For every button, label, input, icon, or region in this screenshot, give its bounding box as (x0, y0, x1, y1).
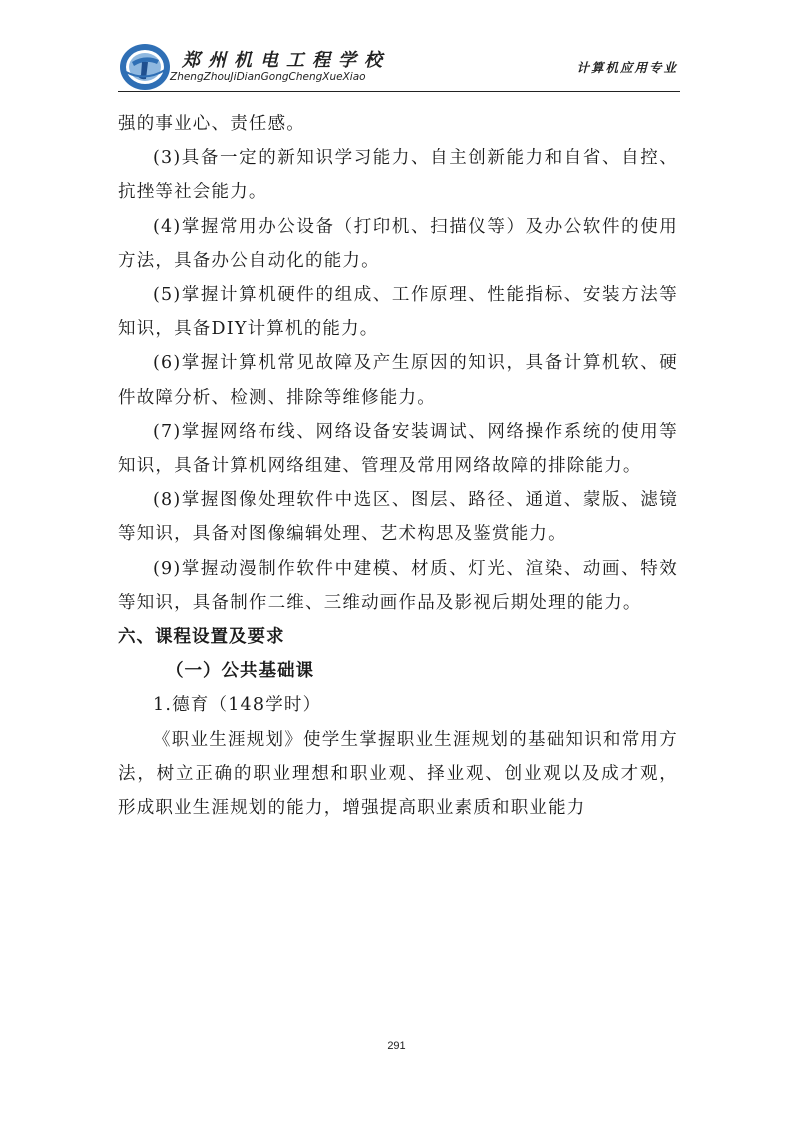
paragraph: (8)掌握图像处理软件中选区、图层、路径、通道、蒙版、滤镜等知识，具备对图像编辑处理、艺术构思及鉴赏能力。 (118, 490, 678, 545)
paragraph: 《职业生涯规划》使学生掌握职业生涯规划的基础知识和常用方法，树立正确的职业理想和职业观、择业观、创业观以及成才观，形成职业生涯规划的能力，增强提高职业素质和职业能力 (118, 729, 678, 819)
paragraph: (6)掌握计算机常见故障及产生原因的知识，具备计算机软、硬件故障分析、检测、排除等维修能力。 (118, 353, 678, 408)
paragraph: (3)具备一定的新知识学习能力、自主创新能力和自省、自控、抗挫等社会能力。 (118, 148, 678, 203)
page-header (118, 40, 678, 96)
document-body (118, 107, 678, 825)
paragraph: (7)掌握网络布线、网络设备安装调试、网络操作系统的使用等知识，具备计算机网络组建、管理及常用网络故障的排除能力。 (118, 421, 678, 477)
section-heading: 六、课程设置及要求 (118, 627, 285, 648)
school-logo-icon (118, 42, 172, 92)
subsection-heading: （一）公共基础课 (166, 661, 314, 682)
paragraph: (9)掌握动漫制作软件中建模、材质、灯光、渲染、动画、特效等知识，具备制作二维、三维动画作品及影视后期处理的能力。 (118, 558, 678, 613)
paragraph: (5)掌握计算机硬件的组成、工作原理、性能指标、安装方法等知识，具备DIY计算机的能力。 (118, 285, 678, 340)
department-name: 计算机应用专业 (576, 60, 678, 75)
page-number: 291 (387, 1040, 406, 1052)
header-divider (118, 91, 680, 92)
school-name-en: ZhengZhouJiDianGongChengXueXiao (170, 71, 366, 83)
paragraph: 强的事业心、责任感。 (118, 114, 305, 134)
paragraph: (4)掌握常用办公设备（打印机、扫描仪等）及办公软件的使用方法，具备办公自动化的能力。 (118, 216, 678, 271)
course-title: 1.德育（148学时） (153, 695, 322, 716)
school-name-cn: 郑州机电工程学校 (182, 50, 390, 71)
